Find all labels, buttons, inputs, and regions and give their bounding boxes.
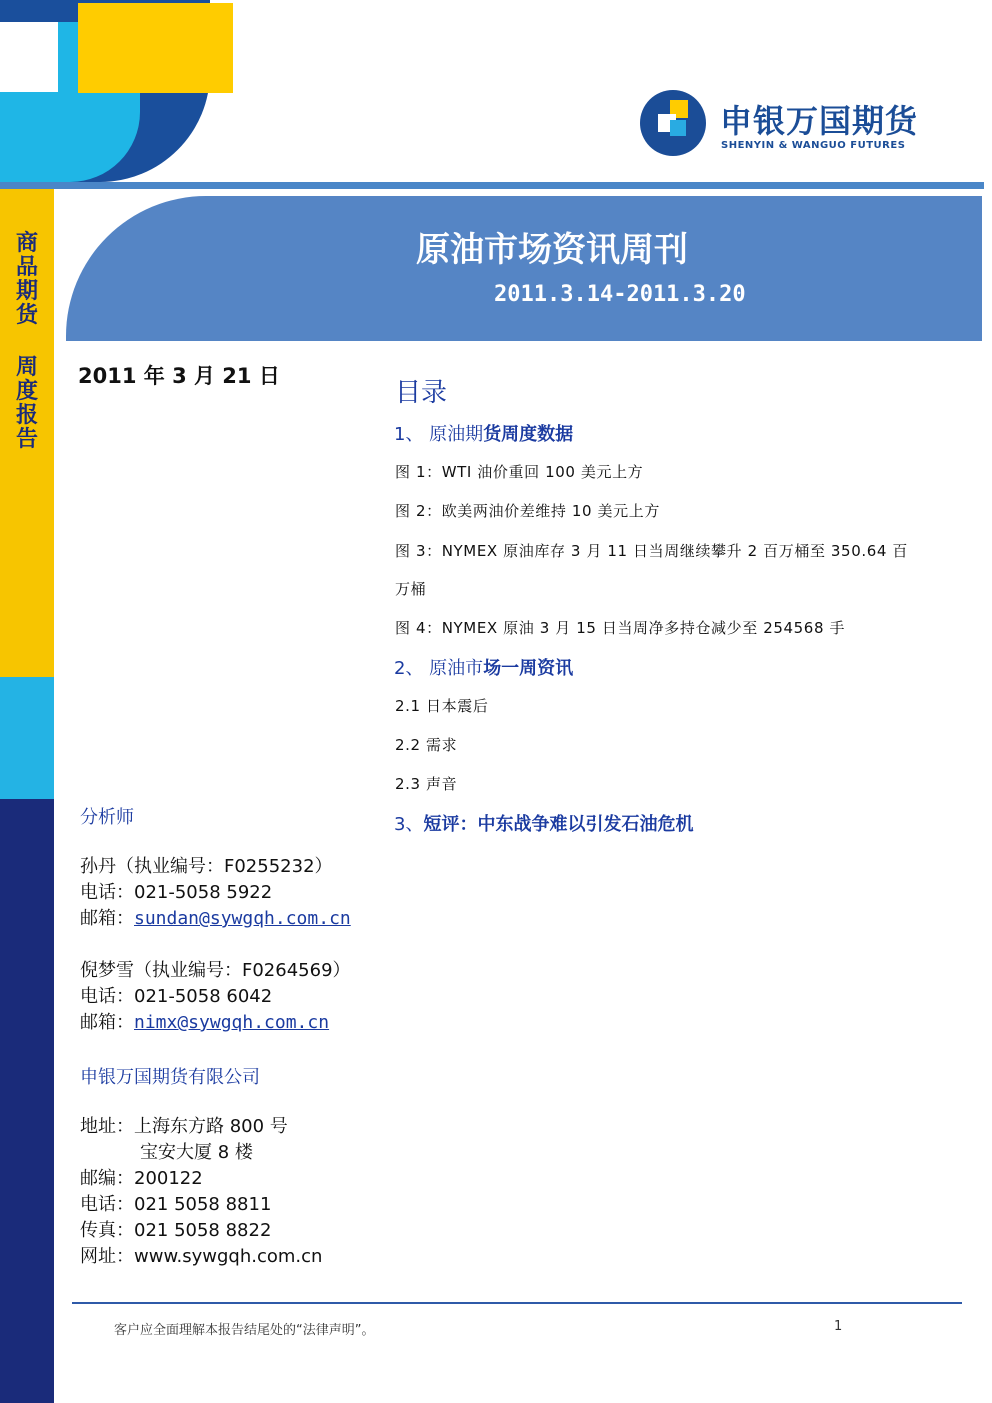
toc-item[interactable]: 图 1：WTI 油价重回 100 美元上方: [395, 463, 644, 481]
postcode: 邮编：200122: [80, 1168, 203, 1189]
header-divider: [0, 182, 984, 189]
analyst-card: [80, 958, 351, 1036]
header-deco-white: [0, 22, 58, 92]
toc-item[interactable]: 2.3 声音: [395, 775, 458, 793]
page-number: 1: [834, 1319, 843, 1334]
toc-item[interactable]: 2.1 日本震后: [395, 697, 489, 715]
company-phone: 电话：021 5058 8811: [80, 1194, 272, 1215]
publish-date: 2011 年 3 月 21 日: [78, 364, 280, 388]
logo-name-en: SHENYIN & WANGUO FUTURES: [721, 140, 906, 151]
company-name: 申银万国期货有限公司: [80, 1067, 260, 1088]
company-website: 网址：www.sywgqh.com.cn: [80, 1246, 323, 1267]
company-contact: [80, 1114, 322, 1270]
header-deco-topleft: [0, 0, 78, 22]
phone-label: 电话：: [80, 986, 134, 1007]
phone-label: 电话：: [80, 882, 134, 903]
analyst-phone: 021-5058 6042: [134, 986, 273, 1007]
side-band-label-category: 商品期货: [15, 231, 38, 328]
analyst-name: 孙丹（执业编号：F0255232）: [80, 856, 333, 877]
email-label: 邮箱：: [80, 1012, 134, 1033]
toc-section-prefix: 3、: [394, 814, 424, 835]
analyst-email-link[interactable]: sundan@sywgqh.com.cn: [134, 908, 351, 929]
email-label: 邮箱：: [80, 908, 134, 929]
toc-section-title: 场一周资讯: [483, 658, 574, 679]
toc-section-3[interactable]: [394, 810, 693, 836]
address-line-1: 上海东方路 800 号: [134, 1116, 288, 1137]
toc-section-prefix: 2、 原油市: [394, 658, 484, 679]
analyst-name: 倪梦雪（执业编号：F0264569）: [80, 960, 351, 981]
footer-divider: [72, 1302, 962, 1304]
side-band-navy: [0, 799, 54, 1403]
side-band-cyan: [0, 677, 54, 799]
header-deco-yellow: [78, 3, 233, 93]
toc-section-2[interactable]: [394, 654, 573, 680]
toc-item-continued[interactable]: 万桶: [395, 580, 427, 598]
toc-item[interactable]: 2.2 需求: [395, 736, 458, 754]
company-fax: 传真：021 5058 8822: [80, 1220, 272, 1241]
logo-mark-icon: [640, 90, 706, 156]
side-band-label-type: 周度报告: [15, 355, 38, 452]
analyst-phone: 021-5058 5922: [134, 882, 273, 903]
logo-name-cn: 申银万国期货: [720, 102, 919, 140]
analyst-email-link[interactable]: nimx@sywgqh.com.cn: [134, 1012, 330, 1033]
toc-section-1[interactable]: [394, 420, 573, 446]
report-date-range: 2011.3.14-2011.3.20: [494, 282, 746, 307]
toc-section-title: 短评：中东战争难以引发石油危机: [423, 814, 694, 835]
company-logo: [638, 86, 938, 160]
address-line-2: 宝安大厦 8 楼: [140, 1142, 253, 1163]
toc-title: 目录: [395, 378, 448, 408]
toc-item[interactable]: 图 3：NYMEX 原油库存 3 月 11 日当周继续攀升 2 百万桶至 350.64 百: [395, 542, 908, 560]
footer-disclaimer: 客户应全面理解本报告结尾处的“法律声明”。: [114, 1323, 375, 1338]
toc-item[interactable]: 图 2：欧美两油价差维持 10 美元上方: [395, 502, 660, 520]
toc-section-title: 货周度数据: [483, 424, 574, 445]
toc-item[interactable]: 图 4：NYMEX 原油 3 月 15 日当周净多持仓减少至 254568 手: [395, 619, 846, 637]
report-title: 原油市场资讯周刊: [416, 230, 688, 270]
toc-section-prefix: 1、 原油期: [394, 424, 484, 445]
analyst-heading: 分析师: [80, 807, 134, 828]
address-label: 地址：: [80, 1116, 134, 1137]
analyst-card: [80, 854, 351, 932]
